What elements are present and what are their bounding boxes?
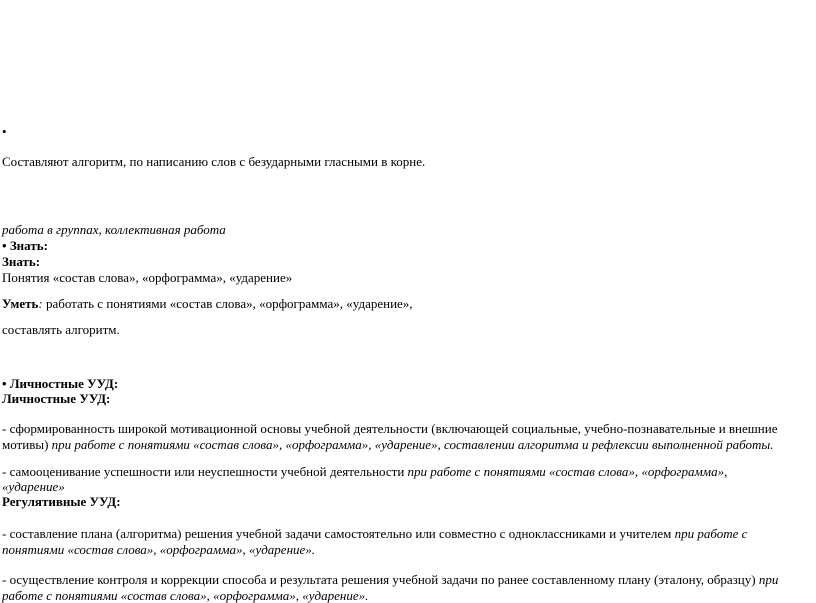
can-line — [2, 296, 413, 311]
personal-item-2-text: - самооценивание успешности или неуспешности учебной деятельности — [2, 464, 408, 479]
personal-item-1-line-1: - сформированность широкой мотивационной основы учебной деятельности (включающей социальные, учебно-познавательные и внешние — [2, 421, 778, 436]
work-forms: работа в группах, коллективная работа — [2, 222, 226, 237]
bullet-marker: • — [2, 376, 7, 391]
personal-item-1-line-2 — [2, 437, 773, 452]
know-heading-repeat: Знать: — [2, 254, 41, 269]
regulatory-item-2-line-2: работе с понятиями «состав слова», «орфограмма», «ударение». — [2, 588, 369, 603]
regulatory-item-2-line-1 — [2, 572, 778, 587]
personal-item-2-italic: при работе с понятиями «состав слова», «орфограмма», — [407, 464, 728, 479]
regulatory-item-1-text: - составление плана (алгоритма) решения учебной задачи самостоятельно или совместно с одноклассниками и учителем — [2, 526, 675, 541]
regulatory-item-1-italic: при работе с — [674, 526, 748, 541]
regulatory-item-2-text: - осуществление контроля и коррекции способа и результата решения учебной задачи по ранее составленному плану (эталону, образцу) — [2, 572, 759, 587]
personal-item-1-text: мотивы) — [2, 437, 52, 452]
personal-item-2-line-1 — [2, 464, 727, 479]
can-text-2: составлять алгоритм. — [2, 322, 120, 337]
bullet-marker: • — [2, 124, 7, 139]
personal-heading-repeat: Личностные УУД: — [2, 391, 111, 406]
know-heading: Знать: — [9, 238, 48, 253]
can-colon: : — [38, 296, 43, 311]
know-heading-bullet — [2, 238, 48, 253]
can-heading: Уметь — [2, 296, 39, 311]
regulatory-item-1-line-2: понятиями «состав слова», «орфограмма», «ударение». — [2, 542, 316, 557]
personal-item-1-italic: при работе с понятиями «состав слова», «орфограмма», «ударение», составлении алгоритма и рефлексии выполненной работы. — [51, 437, 774, 452]
personal-heading: Личностные УУД: — [9, 376, 119, 391]
activity-line: Составляют алгоритм, по написанию слов с безударными гласными в корне. — [2, 154, 426, 169]
regulatory-item-1-line-1 — [2, 526, 747, 541]
personal-item-2-line-2: «ударение» — [2, 479, 65, 494]
regulatory-item-2-italic: при — [758, 572, 779, 587]
bullet-marker: • — [2, 238, 7, 253]
know-text: Понятия «состав слова», «орфограмма», «ударение» — [2, 270, 293, 285]
personal-heading-bullet — [2, 376, 118, 391]
can-text: работать с понятиями «состав слова», «орфограмма», «ударение», — [42, 296, 413, 311]
regulatory-heading: Регулятивные УУД: — [2, 494, 121, 509]
